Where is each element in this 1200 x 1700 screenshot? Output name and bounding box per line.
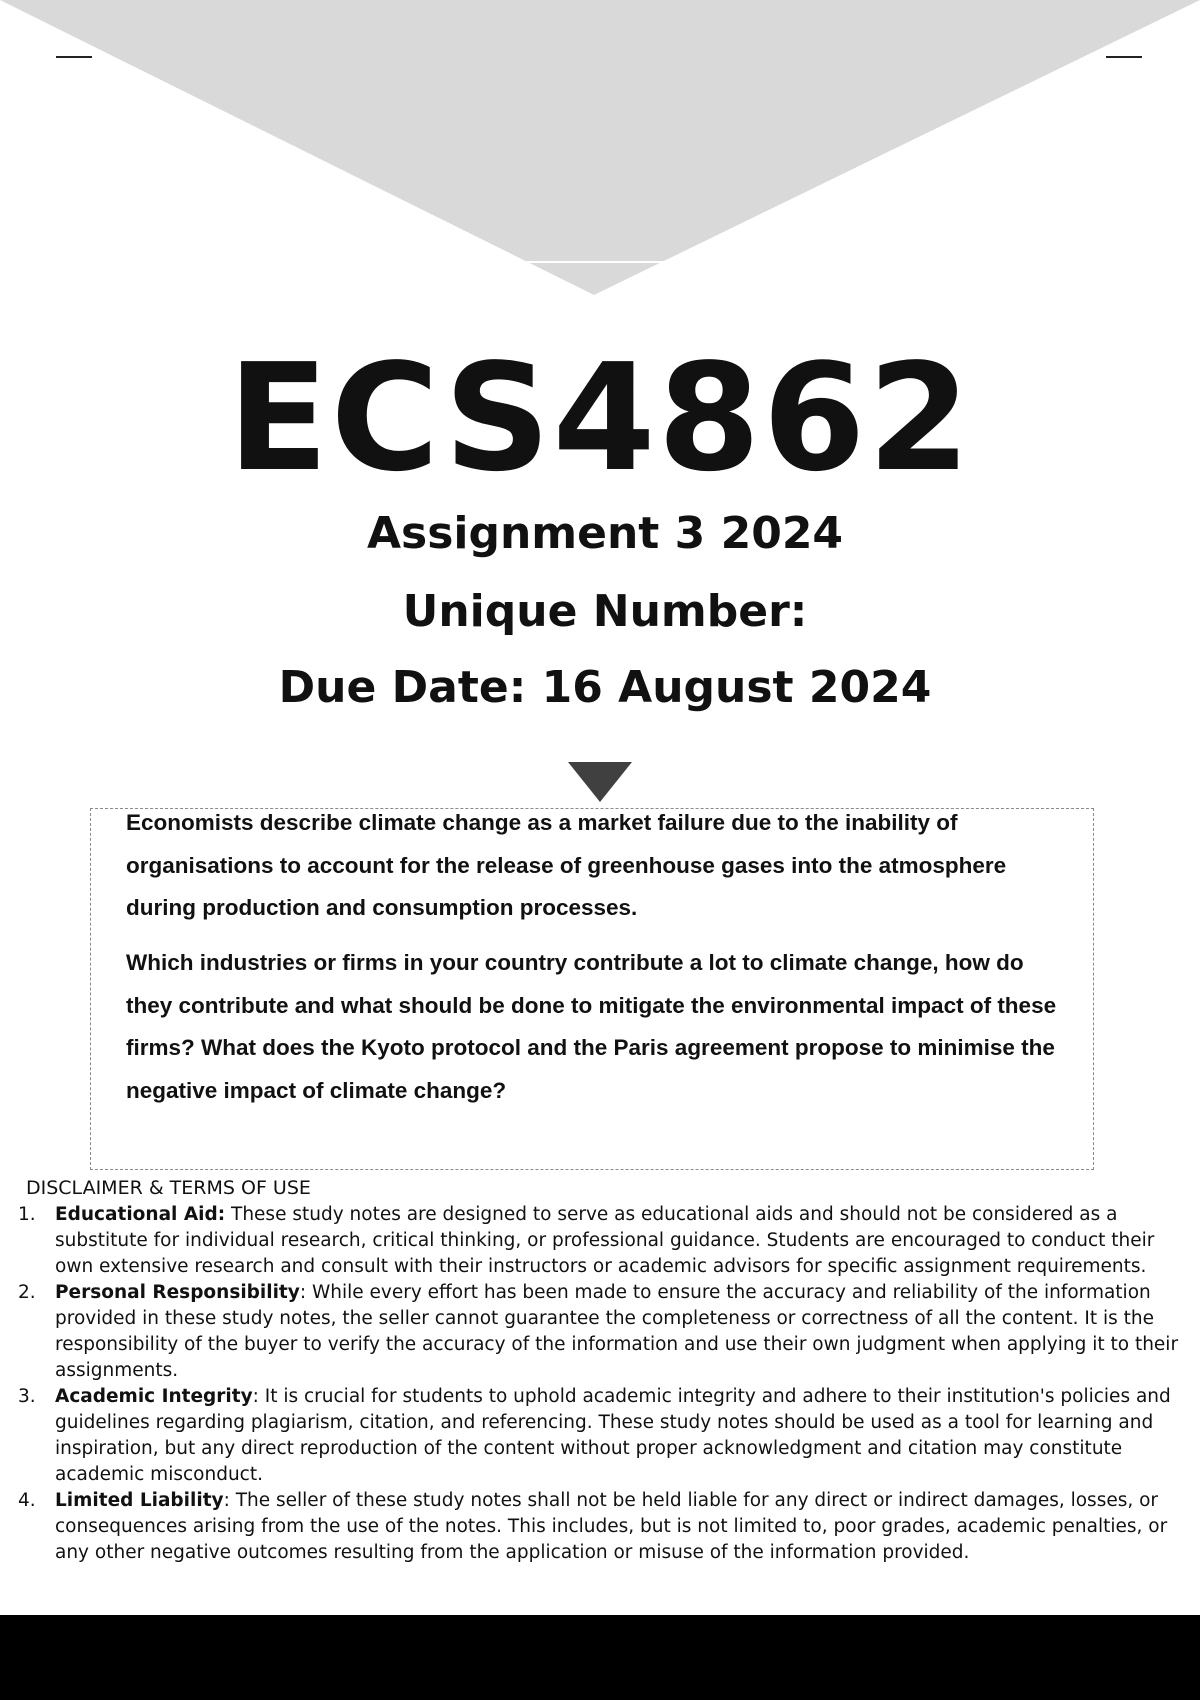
down-arrow-icon [568, 762, 632, 802]
term-text: : It is crucial for students to uphold academic integrity and adhere to their institution's policies and guidelines regarding plagiarism, citation, and referencing. These study notes should be used as a tool for learning and inspiration, but any direct reproduction of the content without proper acknowledgment and citation may constitute academic misconduct. [55, 1386, 1171, 1485]
corner-line-left [56, 56, 92, 58]
term-text: These study notes are designed to serve as educational aids and should not be considered as a substitute for individual research, critical thinking, or professional guidance. Students are encouraged to conduct their own extensive research and consult with their instructors or academic advisors for specific assignment requirements. [55, 1204, 1155, 1277]
term-item-personal-responsibility [0, 1280, 1190, 1384]
question-paragraph-2: Which industries or firms in your country contribute a lot to climate change, how do they contribute and what should be done to mitigate the environmental impact of these firms? What does the Kyoto protocol and the Paris agreement propose to minimise the negative impact of climate change? [126, 950, 1057, 1103]
term-text: : The seller of these study notes shall not be held liable for any direct or indirect damages, losses, or consequences arising from the use of the notes. This includes, but is not limited to, poor grades, academic penalties, or any other negative outcomes resulting from the application or misuse of the information provided. [55, 1490, 1168, 1563]
question-paragraph-1: Economists describe climate change as a market failure due to the inability of organisations to account for the release of greenhouse gases into the atmosphere during production and consumption processes. [126, 810, 1007, 920]
assignment-title: Assignment 3 2024 [366, 508, 844, 559]
term-number: 3. [18, 1386, 36, 1407]
term-number: 4. [18, 1490, 36, 1511]
unique-number-label: Unique Number: [402, 586, 808, 637]
due-date: Due Date: 16 August 2024 [278, 662, 932, 713]
term-number: 1. [18, 1204, 36, 1225]
term-number: 2. [18, 1282, 36, 1303]
terms-list [0, 1202, 1190, 1566]
term-heading: Limited Liability [55, 1490, 224, 1511]
term-text: : While every effort has been made to ensure the accuracy and reliability of the information provided in these study notes, the seller cannot guarantee the completeness or correctness of all the content. It is the responsibility of the buyer to verify the accuracy of the information and use their own judgment when applying it to their assignments. [55, 1282, 1179, 1381]
disclaimer-heading: DISCLAIMER & TERMS OF USE [26, 1177, 311, 1199]
course-code-title: ECS4862 [227, 332, 973, 504]
term-item-academic-integrity [0, 1384, 1190, 1488]
term-heading: Personal Responsibility [55, 1282, 300, 1303]
term-item-limited-liability [0, 1488, 1190, 1566]
term-heading: Educational Aid: [55, 1204, 226, 1225]
term-heading: Academic Integrity [55, 1386, 253, 1407]
corner-line-right [1106, 56, 1142, 58]
term-item-educational-aid [0, 1202, 1190, 1280]
banner-chevron-graphic [0, 0, 1200, 300]
